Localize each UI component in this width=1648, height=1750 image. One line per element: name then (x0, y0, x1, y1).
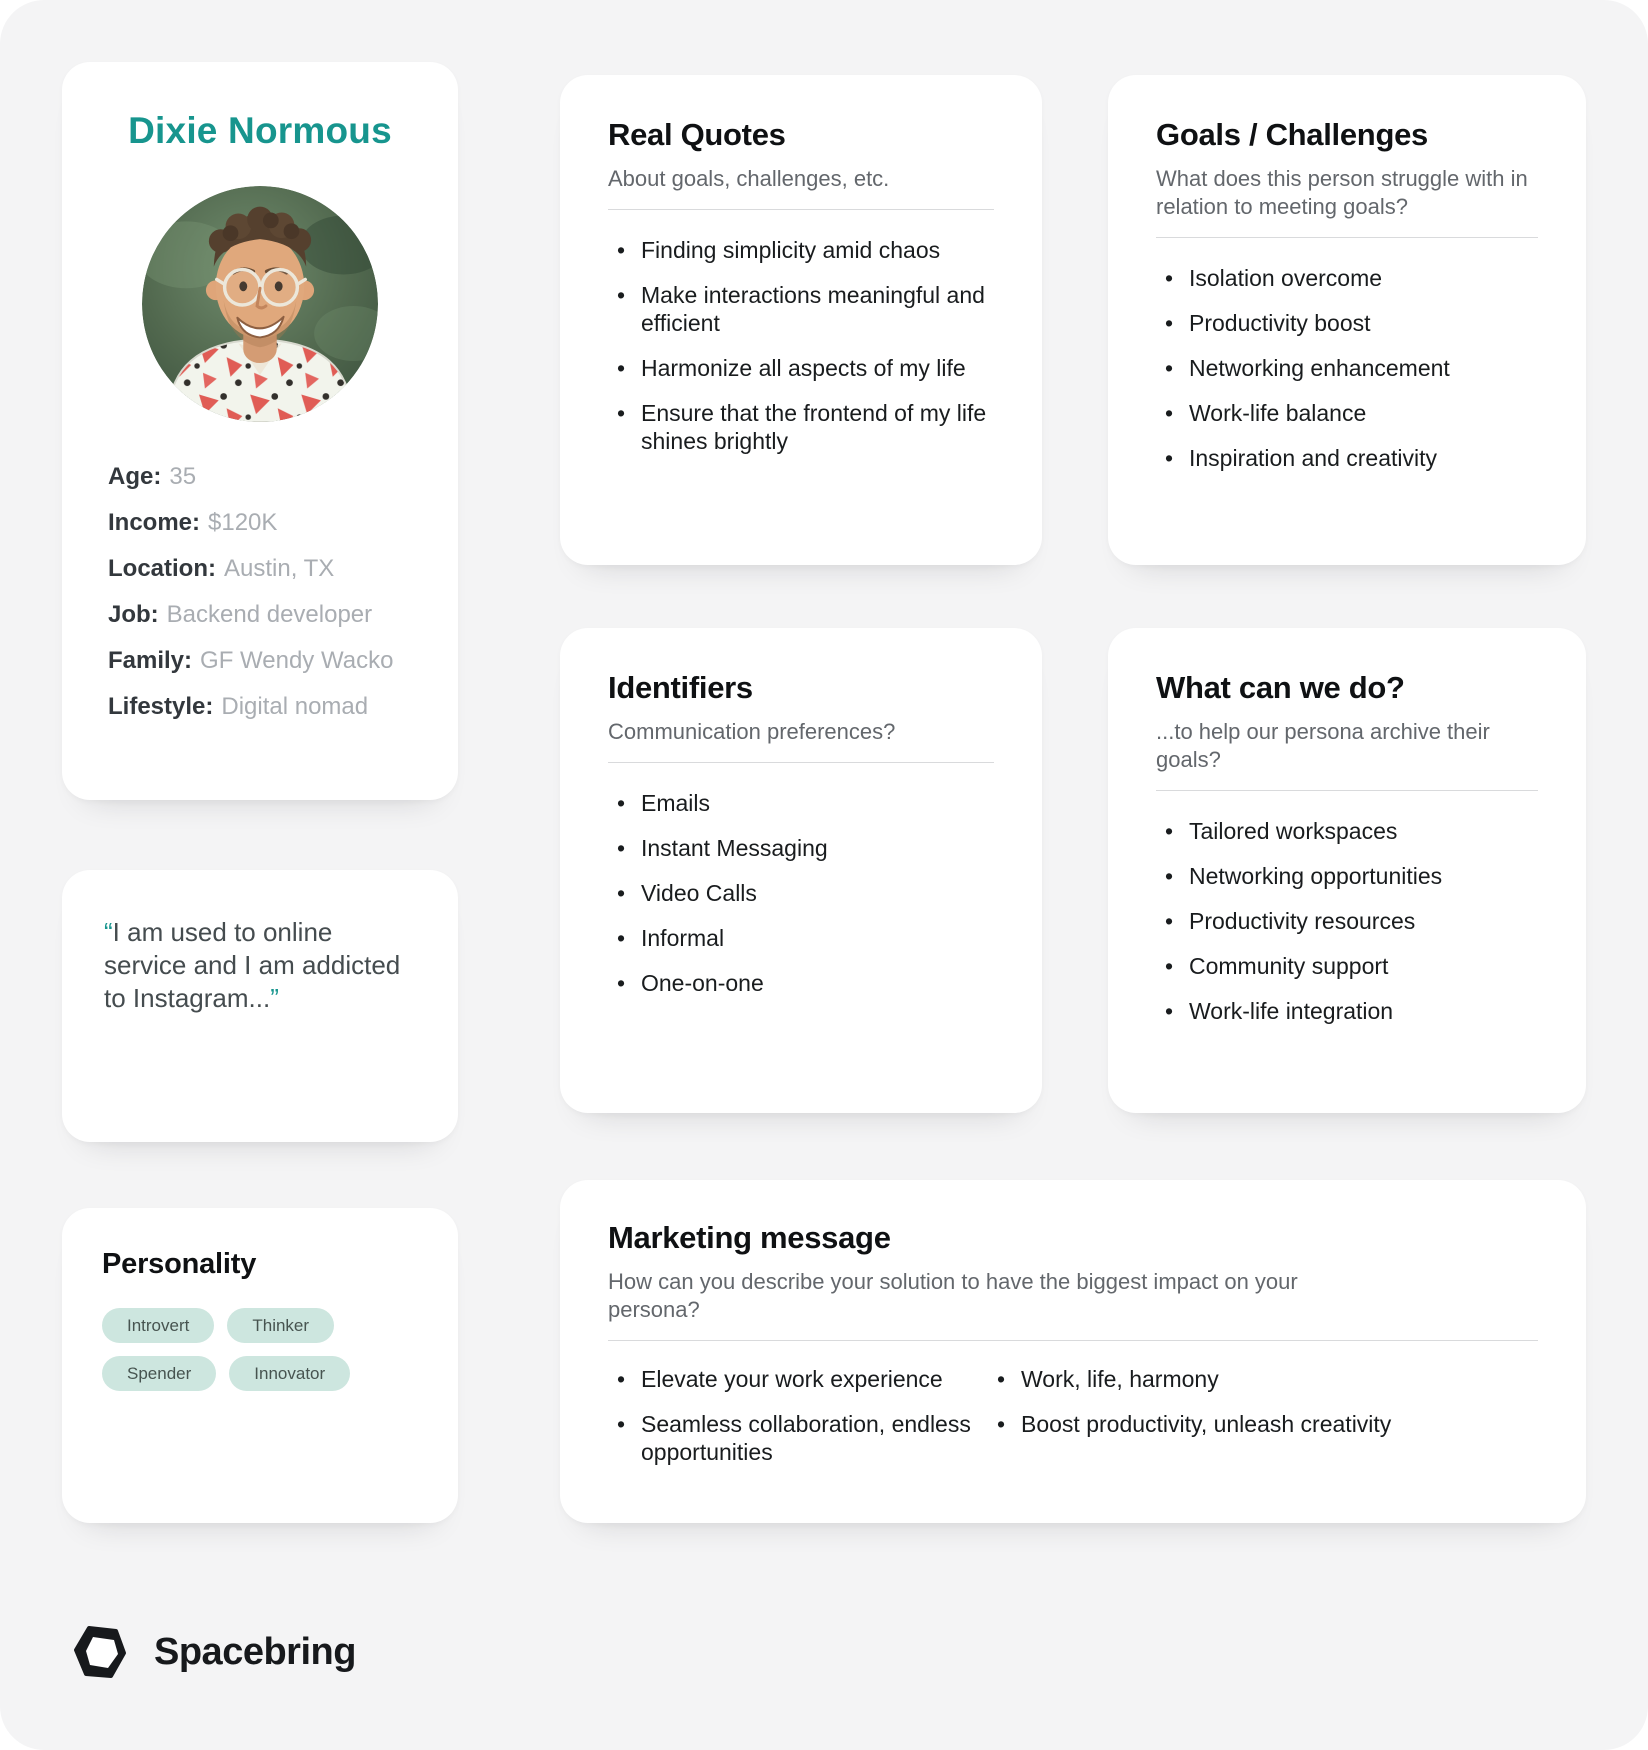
marketing-list-left (608, 1365, 988, 1483)
bullet-item: • Finding simplicity amid chaos (608, 236, 994, 264)
what-can-we-do-subtitle: ...to help our persona archive their goals? (1156, 719, 1490, 772)
real-quotes-list (608, 236, 994, 455)
detail-label: Age: (108, 463, 162, 490)
detail-value: Austin, TX (224, 555, 335, 582)
profile-detail-row (108, 556, 412, 582)
profile-card (62, 62, 458, 800)
profile-detail-row (108, 464, 412, 490)
bullet-item: • Networking opportunities (1156, 862, 1538, 890)
bullet-item: • Harmonize all aspects of my life (608, 354, 994, 382)
identifiers-title: Identifiers (608, 670, 753, 705)
marketing-card (560, 1180, 1586, 1523)
detail-value: 35 (169, 463, 197, 490)
profile-detail-row (108, 648, 412, 674)
detail-label: Lifestyle: (108, 693, 214, 720)
profile-detail-row (108, 510, 412, 536)
personality-tag: Introvert (102, 1308, 214, 1343)
bullet-item: • Seamless collaboration, endless opportunities (608, 1410, 988, 1466)
personality-tags (102, 1308, 402, 1391)
what-can-we-do-title: What can we do? (1156, 670, 1405, 705)
detail-label: Job: (108, 601, 159, 628)
right-region (560, 75, 1586, 1523)
profile-detail-row (108, 694, 412, 720)
personality-tag: Spender (102, 1356, 216, 1391)
avatar (142, 186, 378, 422)
what-can-we-do-list (1156, 817, 1538, 1025)
spacebring-logo-icon (72, 1623, 128, 1681)
detail-value: $120K (208, 509, 278, 536)
bullet-item: • Work-life balance (1156, 399, 1538, 427)
bullet-item: • Tailored workspaces (1156, 817, 1538, 845)
footer (62, 1623, 1586, 1681)
what-can-we-do-card (1108, 628, 1586, 1113)
divider (1156, 237, 1538, 238)
bullet-item: • One-on-one (608, 969, 994, 997)
persona-quote (104, 916, 416, 1015)
bullet-item: • Community support (1156, 952, 1538, 980)
bullet-item: • Productivity boost (1156, 309, 1538, 337)
bullet-item: • Informal (608, 924, 994, 952)
real-quotes-title: Real Quotes (608, 117, 786, 152)
bullet-item: • Instant Messaging (608, 834, 994, 862)
profile-details (108, 464, 412, 720)
detail-label: Income: (108, 509, 201, 536)
bullet-item: • Work, life, harmony (988, 1365, 1408, 1393)
bullet-item: • Emails (608, 789, 994, 817)
marketing-subtitle: How can you describe your solution to have the biggest impact on your persona? (608, 1269, 1298, 1322)
goals-challenges-title: Goals / Challenges (1156, 117, 1428, 152)
detail-value: Backend developer (166, 601, 373, 628)
bullet-item: • Elevate your work experience (608, 1365, 988, 1393)
close-quote-mark: ” (270, 983, 279, 1013)
detail-label: Location: (108, 555, 216, 582)
quote-text: I am used to online service and I am addicted to Instagram... (104, 917, 401, 1013)
divider (608, 762, 994, 763)
avatar-photo (142, 186, 378, 422)
identifiers-card (560, 628, 1042, 1113)
persona-name: Dixie Normous (128, 110, 392, 151)
detail-label: Family: (108, 647, 193, 674)
bullet-item: • Ensure that the frontend of my life shines brightly (608, 399, 994, 455)
marketing-title: Marketing message (608, 1220, 891, 1255)
bullet-item: • Make interactions meaningful and efficient (608, 281, 994, 337)
personality-tag: Innovator (229, 1356, 350, 1391)
identifiers-list (608, 789, 994, 997)
personality-title: Personality (102, 1248, 257, 1280)
goals-challenges-list (1156, 264, 1538, 472)
bullet-item: • Video Calls (608, 879, 994, 907)
marketing-columns (608, 1341, 1538, 1483)
bullet-item: • Productivity resources (1156, 907, 1538, 935)
personality-card (62, 1208, 458, 1523)
brand-name: Spacebring (154, 1630, 356, 1673)
marketing-list-right (988, 1365, 1408, 1483)
real-quotes-subtitle: About goals, challenges, etc. (608, 166, 890, 191)
left-column (62, 62, 458, 1523)
identifiers-subtitle: Communication preferences? (608, 719, 896, 744)
bullet-item: • Inspiration and creativity (1156, 444, 1538, 472)
bullet-item: • Networking enhancement (1156, 354, 1538, 382)
bullet-item: • Isolation overcome (1156, 264, 1538, 292)
quote-card (62, 870, 458, 1142)
divider (1156, 790, 1538, 791)
profile-detail-row (108, 602, 412, 628)
detail-value: Digital nomad (221, 693, 369, 720)
bullet-item: • Boost productivity, unleash creativity (988, 1410, 1408, 1438)
bullet-item: • Work-life integration (1156, 997, 1538, 1025)
real-quotes-card (560, 75, 1042, 565)
goals-challenges-subtitle: What does this person struggle with in relation to meeting goals? (1156, 166, 1528, 219)
personality-tag: Thinker (227, 1308, 334, 1343)
detail-value: GF Wendy Wacko (200, 647, 394, 674)
open-quote-mark: “ (104, 917, 113, 947)
goals-challenges-card (1108, 75, 1586, 565)
divider (608, 209, 994, 210)
